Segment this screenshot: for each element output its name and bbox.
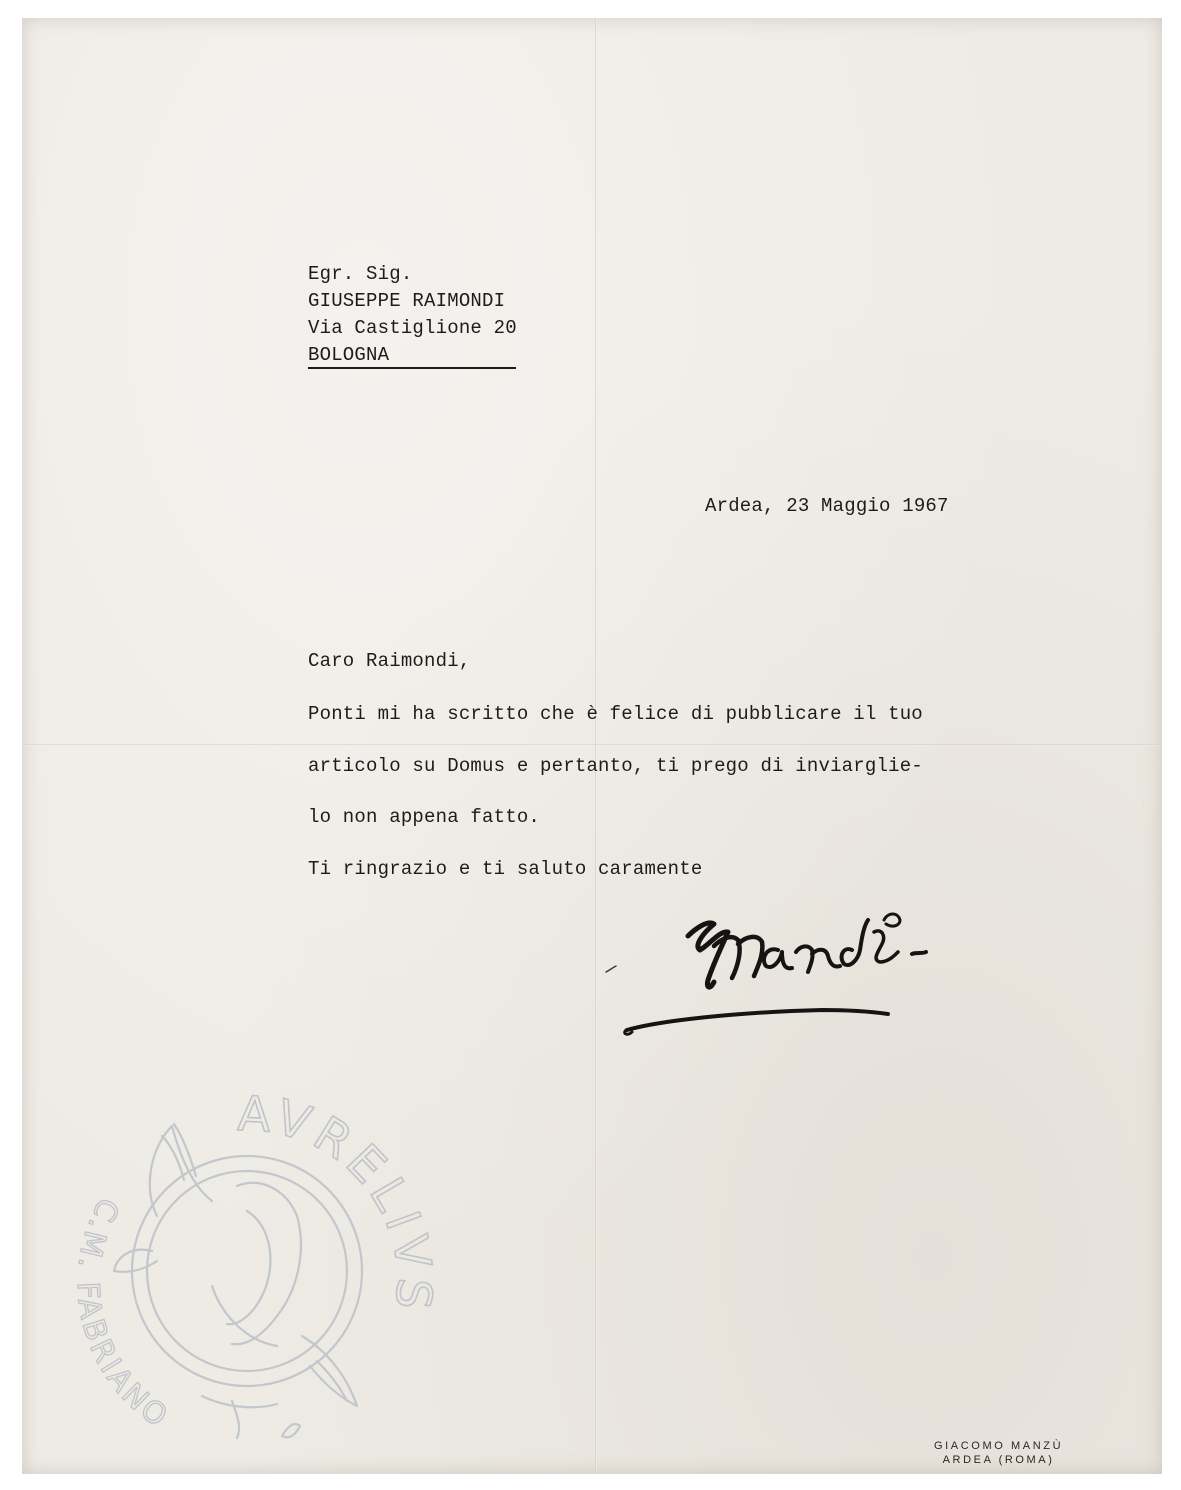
recipient-city: BOLOGNA [308,343,516,369]
paper-watermark [62,1076,442,1476]
vertical-fold-crease [595,18,597,1474]
recipient-salutation: Egr. Sig. [308,263,413,285]
handwritten-signature [582,906,982,1041]
letterhead [934,1439,1063,1467]
letterhead-name: GIACOMO MANZÙ [934,1440,1064,1452]
watermark-bottom-text: C.M. FABRIANO [69,1192,176,1436]
body-line: Ponti mi ha scritto che è felice di pubblicare il tuo [308,703,923,725]
body-line: Ti ringrazio e ti saluto caramente [308,858,703,880]
body-line: articolo su Domus e pertanto, ti prego di inviarglie- [308,755,923,777]
recipient-street: Via Castiglione 20 [308,317,517,339]
horizontal-fold-crease [22,744,1162,746]
watermark-top-text: AVRELIVS [236,1085,442,1318]
letterhead-place: ARDEA (ROMA) [942,1454,1055,1466]
greeting: Caro Raimondi, [308,650,471,672]
recipient-address [308,261,517,369]
date-line: Ardea, 23 Maggio 1967 [705,495,949,517]
body-line: lo non appena fatto. [308,806,541,828]
recipient-name: GIUSEPPE RAIMONDI [308,290,506,312]
letter-paper [22,18,1162,1474]
